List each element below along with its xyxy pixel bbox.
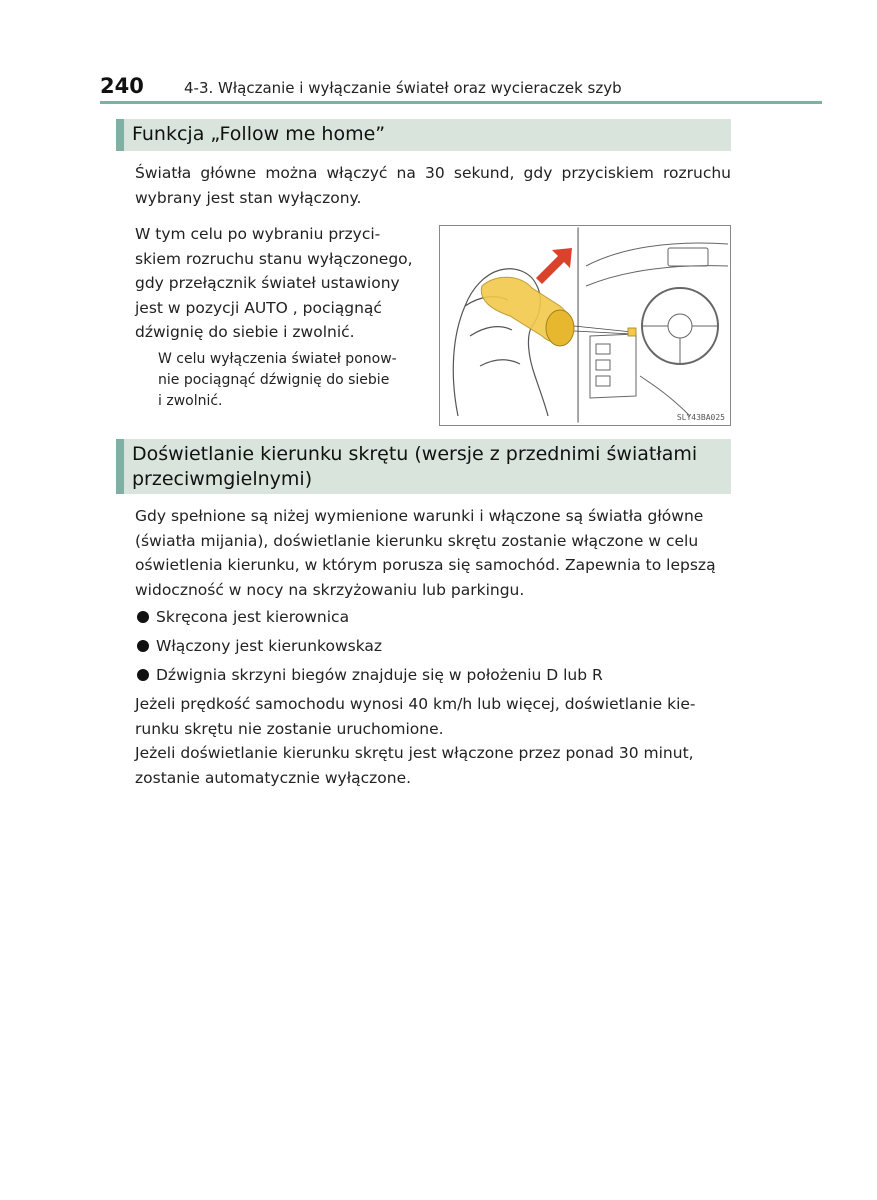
bullet-item [137, 663, 603, 687]
header-divider [100, 101, 822, 104]
note-line: nie pociągnąć dźwignię do siebie [158, 372, 390, 388]
instruction-line: dźwignię do siebie i zwolnić. [135, 323, 355, 341]
section-heading-follow-me-home: Funkcja „Follow me home” [116, 119, 731, 151]
note-line: Jeżeli doświetlanie kierunku skrętu jest włączone przez ponad 30 minut, [135, 744, 694, 762]
headlight-lever-illustration [439, 225, 731, 426]
note-line: W celu wyłączenia świateł ponow- [158, 351, 397, 367]
speed-note [135, 692, 731, 741]
bullet-text: Skręcona jest kierownica [156, 608, 350, 626]
bullet-item [137, 634, 382, 658]
bullet-icon [137, 640, 149, 652]
intro-line: widoczność w nocy na skrzyżowaniu lub parkingu. [135, 580, 525, 599]
instruction-line: jest w pozycji AUTO , pociągnąć [135, 298, 382, 317]
follow-me-home-intro: Światła główne można włączyć na 30 sekund, gdy przyciskiem rozruchu wybrany jest stan wyłączony. [135, 164, 731, 207]
bullet-icon [137, 669, 149, 681]
instruction-line: gdy przełącznik świateł ustawiony [135, 274, 400, 292]
section-heading-turn-lighting [116, 439, 731, 494]
note-line: zostanie automatycznie wyłączone. [135, 768, 412, 787]
bullet-item [137, 605, 349, 629]
illustration-drawing [440, 226, 729, 424]
section-heading-line: przeciwmgielnymi) [132, 468, 313, 490]
follow-me-home-instruction [135, 222, 423, 345]
timeout-note [135, 741, 731, 790]
page-number: 240 [100, 74, 144, 98]
section-heading-line: Doświetlanie kierunku skrętu (wersje z przednimi światłami [132, 443, 698, 465]
intro-line: oświetlenia kierunku, w którym porusza się samochód. Zapewnia to lepszą [135, 556, 716, 574]
turn-lighting-intro [135, 504, 731, 602]
follow-me-home-note [158, 349, 423, 412]
bullet-text: Włączony jest kierunkowskaz [156, 637, 383, 655]
instruction-line: W tym celu po wybraniu przyci- [135, 225, 381, 243]
intro-line: Gdy spełnione są niżej wymienione warunki i włączone są światła główne [135, 507, 704, 525]
pull-arrow-icon [536, 248, 572, 284]
bullet-text: Dźwignia skrzyni biegów znajduje się w położeniu D lub R [156, 666, 603, 684]
bullet-icon [137, 611, 149, 623]
chapter-title: 4-3. Włączanie i wyłączanie świateł oraz wycieraczek szyb [184, 79, 622, 97]
note-line: Jeżeli prędkość samochodu wynosi 40 km/h lub więcej, doświetlanie kie- [135, 695, 696, 713]
note-line: runku skrętu nie zostanie uruchomione. [135, 719, 444, 738]
intro-line: (światła mijania), doświetlanie kierunku skrętu zostanie włączone w celu [135, 531, 699, 550]
figure-code: SLY43BA025 [676, 413, 725, 422]
instruction-line: skiem rozruchu stanu wyłączonego, [135, 249, 413, 268]
note-line: i zwolnić. [158, 393, 223, 409]
